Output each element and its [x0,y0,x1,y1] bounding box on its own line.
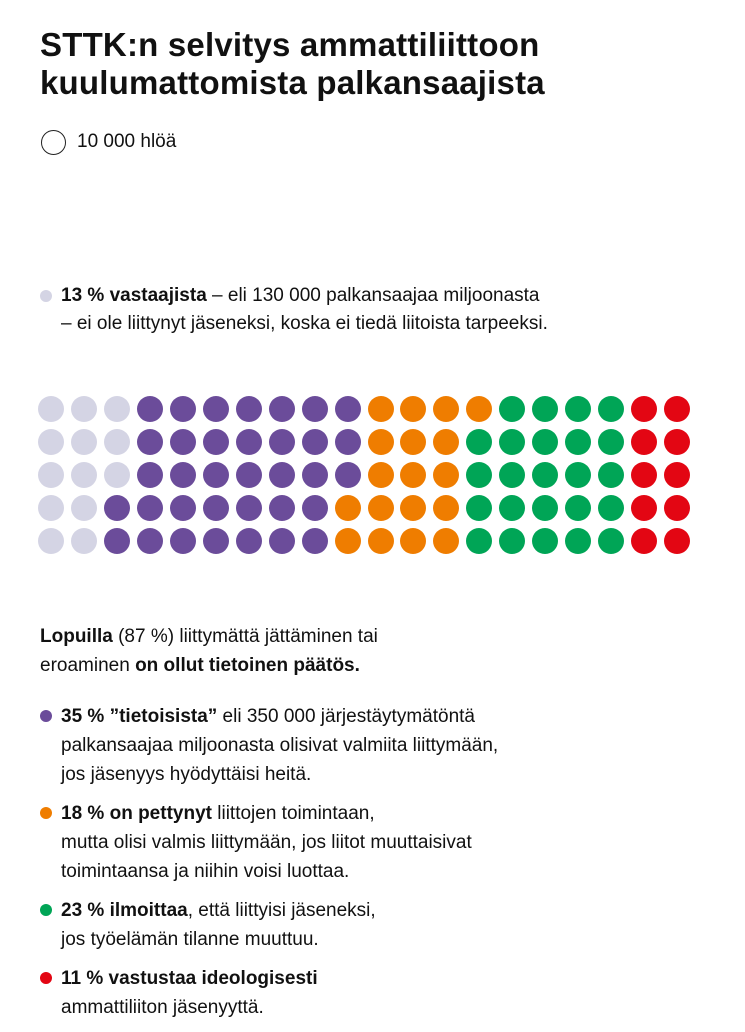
waffle-dot-situation [532,462,558,488]
waffle-dot-conscious [170,462,196,488]
waffle-dot-ideological [631,396,657,422]
waffle-dot-disappointed [368,462,394,488]
legend-item-bold: 35 % ”tietoisista” [61,706,218,727]
waffle-dot-ideological [664,429,690,455]
legend-item-rest: liittojen toimintaan, [211,803,375,824]
legend-item-rest: eli 350 000 järjestäytymätöntä [217,706,475,727]
waffle-dot-situation [466,495,492,521]
waffle-dot-situation [499,528,525,554]
legend-item-line: jos työelämän tilanne muuttuu. [61,929,319,950]
waffle-dot-conscious [203,429,229,455]
waffle-dot-unaware [38,495,64,521]
waffle-dot-situation [499,396,525,422]
waffle-dot-conscious [236,462,262,488]
waffle-dot-conscious [302,462,328,488]
waffle-dot-conscious [137,462,163,488]
waffle-dot-unaware [38,396,64,422]
waffle-dot-disappointed [400,429,426,455]
waffle-dot-ideological [664,495,690,521]
waffle-dot-situation [565,396,591,422]
waffle-dot-conscious [170,495,196,521]
waffle-dot-conscious [137,396,163,422]
unit-legend-label: 10 000 hlöä [77,131,177,152]
waffle-dot-disappointed [400,528,426,554]
waffle-dot-disappointed [400,495,426,521]
waffle-dot-conscious [137,429,163,455]
waffle-dot-unaware [38,462,64,488]
waffle-dot-conscious [236,396,262,422]
waffle-dot-disappointed [433,396,459,422]
waffle-dot-conscious [302,429,328,455]
waffle-dot-conscious [269,462,295,488]
waffle-dot-situation [598,495,624,521]
waffle-dot-conscious [203,528,229,554]
waffle-dot-situation [466,429,492,455]
waffle-dot-conscious [302,528,328,554]
waffle-dot-situation [532,528,558,554]
waffle-dot-unaware [104,462,130,488]
legend-item-rest: , että liittyisi jäseneksi, [187,900,376,921]
legend-item-disappointed [40,799,730,886]
waffle-dot-disappointed [368,396,394,422]
waffle-dot-disappointed [368,495,394,521]
waffle-dot-conscious [335,429,361,455]
legend-item-line: jos jäsenyys hyödyttäisi heitä. [61,764,312,785]
waffle-dot-situation [499,462,525,488]
legend-item-ideological [40,964,730,1022]
waffle-dot-situation [565,462,591,488]
unaware-note [40,282,730,338]
summary-text [40,622,730,680]
waffle-dot-conscious [170,396,196,422]
legend-item-bold: 11 % vastustaa ideologisesti [61,968,318,989]
waffle-dot-disappointed [466,396,492,422]
waffle-dot-conscious [335,396,361,422]
legend-item-bold: 18 % on pettynyt [61,803,212,824]
waffle-dot-disappointed [335,528,361,554]
waffle-dot-conscious [104,495,130,521]
waffle-dot-disappointed [433,462,459,488]
waffle-dot-ideological [631,429,657,455]
waffle-dot-conscious [137,495,163,521]
waffle-dot-situation [565,528,591,554]
waffle-dot-situation [499,495,525,521]
legend-item-line: ammattiliiton jäsenyyttä. [61,997,264,1018]
waffle-dot-conscious [170,429,196,455]
waffle-dot-situation [532,495,558,521]
waffle-dot-disappointed [400,462,426,488]
waffle-dot-unaware [71,495,97,521]
legend-item-line: toimintaansa ja niihin voisi luottaa. [61,861,350,882]
waffle-dot-conscious [203,396,229,422]
waffle-dot-situation [466,528,492,554]
legend-item-conscious [40,702,730,789]
summary-line2-bold: on ollut tietoinen päätös. [135,655,360,676]
waffle-dot-ideological [664,396,690,422]
waffle-dot-situation [598,528,624,554]
waffle-dot-ideological [631,462,657,488]
disappointed-bullet-icon [40,807,52,819]
legend-item-situation [40,896,730,954]
conscious-bullet-icon [40,710,52,722]
unit-legend [41,127,176,157]
title-line-2: kuulumattomista palkansaajista [40,64,545,101]
summary-rest-1: (87 %) liittymättä jättäminen tai [112,626,378,647]
legend-item-line: palkansaajaa miljoonasta olisivat valmiita liittymään, [61,735,499,756]
waffle-dot-situation [598,429,624,455]
waffle-dot-situation [466,462,492,488]
waffle-dot-conscious [236,429,262,455]
unaware-note-line2: – ei ole liittynyt jäseneksi, koska ei tiedä liitoista tarpeeksi. [61,313,548,334]
waffle-dot-ideological [664,528,690,554]
waffle-chart [38,396,703,556]
summary-bold-1: Lopuilla [40,626,113,647]
waffle-dot-disappointed [433,429,459,455]
waffle-dot-conscious [269,429,295,455]
waffle-dot-situation [565,429,591,455]
waffle-dot-situation [532,429,558,455]
waffle-dot-conscious [170,528,196,554]
waffle-dot-conscious [269,396,295,422]
waffle-dot-conscious [104,528,130,554]
waffle-dot-unaware [104,429,130,455]
waffle-dot-ideological [631,528,657,554]
waffle-dot-conscious [335,462,361,488]
chart-title [40,26,720,102]
waffle-dot-disappointed [368,429,394,455]
waffle-dot-conscious [269,495,295,521]
waffle-dot-ideological [664,462,690,488]
unaware-note-rest: – eli 130 000 palkansaajaa miljoonasta [206,285,540,306]
waffle-dot-conscious [302,495,328,521]
title-line-1: STTK:n selvitys ammattiliittoon [40,26,540,63]
waffle-dot-disappointed [368,528,394,554]
unit-circle-icon [41,130,66,155]
waffle-dot-situation [532,396,558,422]
waffle-dot-unaware [71,528,97,554]
ideological-bullet-icon [40,972,52,984]
legend-item-line: mutta olisi valmis liittymään, jos liitot muuttaisivat [61,832,472,853]
waffle-dot-conscious [203,495,229,521]
waffle-dot-situation [598,396,624,422]
waffle-dot-ideological [631,495,657,521]
waffle-dot-unaware [71,429,97,455]
waffle-dot-situation [499,429,525,455]
legend-item-bold: 23 % ilmoittaa [61,900,188,921]
waffle-dot-disappointed [335,495,361,521]
waffle-dot-conscious [269,528,295,554]
waffle-dot-situation [598,462,624,488]
waffle-dot-conscious [203,462,229,488]
waffle-dot-unaware [71,462,97,488]
waffle-dot-conscious [137,528,163,554]
waffle-dot-situation [565,495,591,521]
waffle-dot-conscious [236,528,262,554]
situation-bullet-icon [40,904,52,916]
waffle-dot-unaware [71,396,97,422]
waffle-dot-unaware [38,429,64,455]
waffle-dot-disappointed [433,528,459,554]
waffle-dot-disappointed [400,396,426,422]
waffle-dot-unaware [104,396,130,422]
unaware-note-bold: 13 % vastaajista [61,285,207,306]
waffle-dot-unaware [38,528,64,554]
summary-line2-plain: eroaminen [40,655,136,676]
waffle-dot-conscious [302,396,328,422]
unaware-bullet-icon [40,290,52,302]
waffle-dot-conscious [236,495,262,521]
legend-list [40,702,730,1032]
waffle-dot-disappointed [433,495,459,521]
